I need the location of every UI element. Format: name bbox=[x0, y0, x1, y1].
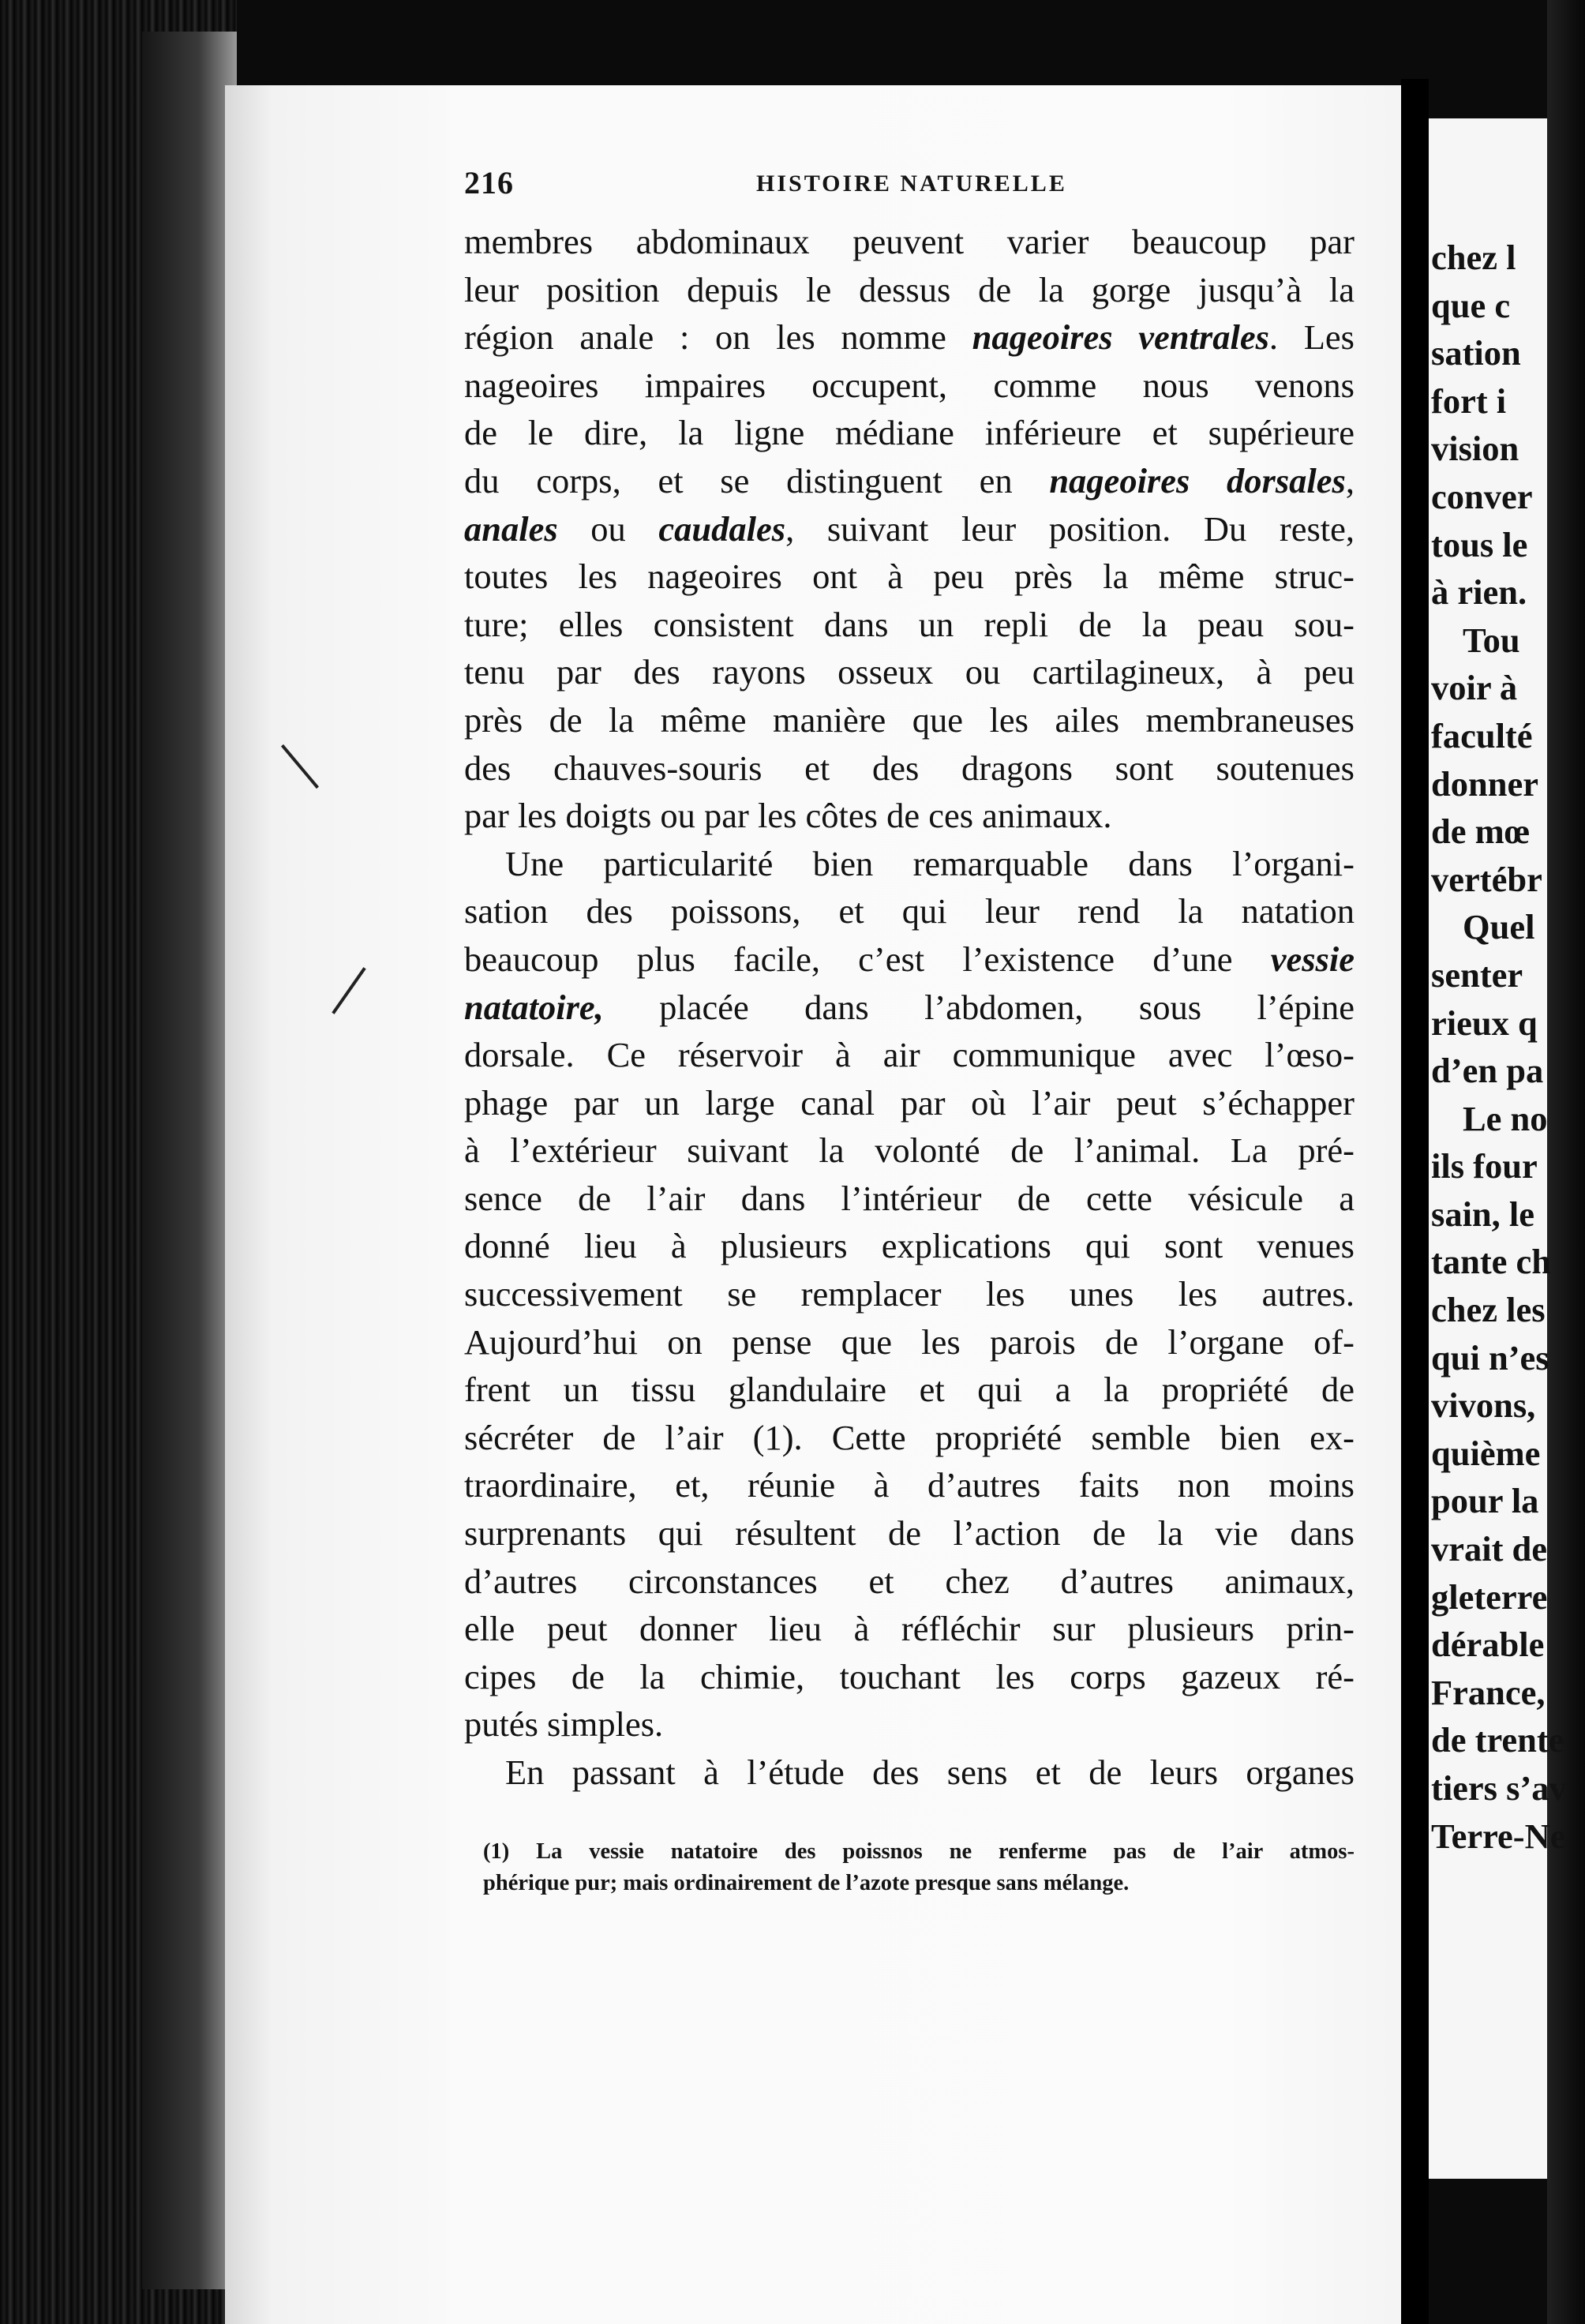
right-text-line: senter bbox=[1431, 954, 1523, 995]
right-text-line: rieux q bbox=[1431, 1003, 1538, 1043]
book-gutter bbox=[1401, 79, 1429, 2324]
italic-term: anales bbox=[464, 508, 558, 549]
text-line: donné lieu à plusieurs explications qui sont venues bbox=[464, 1226, 1355, 1266]
text-line: sécréter de l’air (1). Cette propriété semble bien ex- bbox=[464, 1417, 1355, 1457]
right-text-line: ils four bbox=[1431, 1146, 1538, 1186]
right-text-line: donner bbox=[1431, 763, 1538, 804]
text-line: ture; elles consistent dans un repli de la peau sou- bbox=[464, 604, 1355, 644]
right-text-line: quième bbox=[1431, 1433, 1541, 1473]
text-line: des chauves-souris et des dragons sont soutenues bbox=[464, 748, 1355, 788]
text-line: d’autres circonstances et chez d’autres animaux, bbox=[464, 1561, 1355, 1601]
right-text-line: faculté bbox=[1431, 715, 1533, 755]
text-line: beaucoup plus facile, c’est l’existence d’une vessie bbox=[464, 939, 1355, 979]
book-page-stack bbox=[142, 32, 237, 2289]
right-text-line: Tou bbox=[1463, 620, 1520, 660]
text-line: Une particularité bien remarquable dans l’organi- bbox=[505, 843, 1355, 883]
text-line: phage par un large canal par où l’air peut s’échapper bbox=[464, 1082, 1355, 1123]
right-text-line: d’en pa bbox=[1431, 1051, 1544, 1091]
right-text-line: chez l bbox=[1431, 238, 1516, 277]
text-line: toutes les nageoires ont à peu près la même struc- bbox=[464, 557, 1355, 597]
page-header bbox=[464, 164, 1364, 212]
right-text-line: chez les bbox=[1431, 1290, 1546, 1330]
right-text-line: à rien. bbox=[1431, 572, 1527, 613]
text-line: à l’extérieur suivant la volonté de l’animal. La pré- bbox=[464, 1130, 1355, 1171]
text-line: par les doigts ou par les côtes de ces animaux. bbox=[464, 796, 1112, 836]
text-line: Aujourd’hui on pense que les parois de l’organe of- bbox=[464, 1321, 1355, 1362]
footnote-line: phérique pur; mais ordinairement de l’azote presque sans mélange. bbox=[483, 1871, 1130, 1895]
italic-term: nageoires ventrales bbox=[972, 317, 1269, 358]
right-text-line: de trente bbox=[1431, 1720, 1564, 1760]
footnote-line: (1) La vessie natatoire des poissnos ne renferme pas de l’air atmos- bbox=[483, 1839, 1355, 1864]
text-line: membres abdominaux peuvent varier beaucoup par bbox=[464, 222, 1355, 261]
right-text-line: vivons, bbox=[1431, 1385, 1536, 1426]
text-line: elle peut donner lieu à réfléchir sur plusieurs prin- bbox=[464, 1609, 1355, 1649]
right-text-line: dérable bbox=[1431, 1625, 1545, 1665]
text-line: tenu par des rayons osseux ou cartilagineux, à peu bbox=[464, 652, 1355, 692]
text-line: près de la même manière que les ailes membraneuses bbox=[464, 699, 1355, 740]
right-text-line: vision bbox=[1431, 429, 1519, 469]
right-text-line: vrait de bbox=[1431, 1529, 1548, 1569]
right-text-line: tiers s’av bbox=[1431, 1768, 1567, 1808]
right-text-line: fort i bbox=[1431, 380, 1507, 421]
right-text-line: conver bbox=[1431, 476, 1533, 516]
text-line: du corps, et se distinguent en nageoires dorsales, bbox=[464, 460, 1355, 500]
italic-term: nageoires dorsales bbox=[1049, 460, 1346, 500]
body-text bbox=[464, 218, 1355, 1797]
running-title: HISTOIRE NATURELLE bbox=[756, 171, 1067, 197]
right-text-line: que c bbox=[1431, 285, 1511, 325]
footnote bbox=[483, 1836, 1355, 1899]
text-line: En passant à l’étude des sens et de leurs organes bbox=[505, 1752, 1355, 1792]
right-text-line: qui n’es bbox=[1431, 1337, 1549, 1378]
text-line: leur position depuis le dessus de la gorge jusqu’à la bbox=[464, 269, 1355, 309]
right-text-line: de mœ bbox=[1431, 812, 1530, 852]
right-text-line: France, bbox=[1431, 1672, 1546, 1712]
right-text-line: tous le bbox=[1431, 524, 1528, 564]
italic-term: vessie bbox=[1270, 939, 1355, 979]
text-line: anales ou caudales, suivant leur position. Du reste, bbox=[464, 508, 1355, 549]
text-line: frent un tissu glandulaire et qui a la propriété de bbox=[464, 1370, 1355, 1410]
text-line: de le dire, la ligne médiane inférieure et supérieure bbox=[464, 413, 1355, 453]
page-number: 216 bbox=[464, 165, 514, 201]
italic-term: natatoire, bbox=[464, 987, 604, 1027]
italic-term: caudales bbox=[658, 508, 786, 549]
right-text-line: Le no bbox=[1463, 1098, 1548, 1138]
text-line: putés simples. bbox=[464, 1704, 664, 1745]
right-text-line: gleterre bbox=[1431, 1576, 1548, 1617]
text-line: successivement se remplacer les unes les autres. bbox=[464, 1274, 1355, 1314]
text-line: nageoires impaires occupent, comme nous venons bbox=[464, 365, 1355, 405]
text-line: traordinaire, et, réunie à d’autres faits non moins bbox=[464, 1465, 1355, 1505]
text-line: dorsale. Ce réservoir à air communique avec l’œso- bbox=[464, 1035, 1355, 1075]
text-line: surprenants qui résultent de l’action de la vie dans bbox=[464, 1513, 1355, 1554]
right-text-line: tante ch bbox=[1431, 1242, 1552, 1282]
right-text-line: sation bbox=[1431, 333, 1521, 373]
text-line: région anale : on les nomme nageoires ventrales. Les bbox=[464, 317, 1355, 358]
text-line: natatoire, placée dans l’abdomen, sous l’épine bbox=[464, 987, 1355, 1027]
right-text-line: voir à bbox=[1431, 668, 1518, 708]
right-text-line: sain, le bbox=[1431, 1194, 1535, 1234]
right-text-line: pour la bbox=[1431, 1481, 1539, 1521]
right-text-line: Terre-Ne bbox=[1431, 1816, 1566, 1856]
text-line: cipes de la chimie, touchant les corps gazeux ré- bbox=[464, 1656, 1355, 1696]
text-line: sence de l’air dans l’intérieur de cette vésicule a bbox=[464, 1178, 1355, 1218]
text-line: sation des poissons, et qui leur rend la natation bbox=[464, 891, 1355, 931]
right-text-line: vertébr bbox=[1431, 859, 1542, 899]
right-text-line: Quel bbox=[1463, 907, 1535, 947]
right-page-text bbox=[1431, 234, 1585, 1860]
